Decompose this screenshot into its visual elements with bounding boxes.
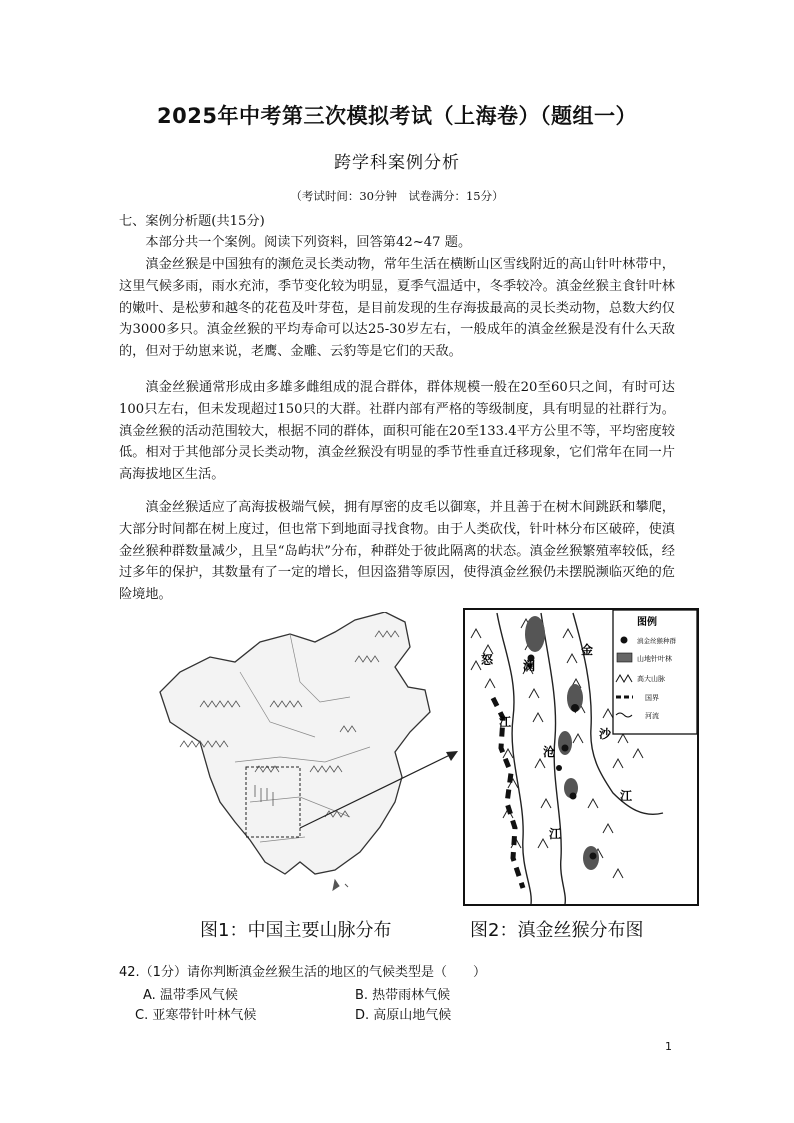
river-label-lancang-jiang: 江 <box>549 827 562 841</box>
river-label-nu: 怒 <box>481 653 494 667</box>
exam-info: （考试时间：30分钟 试卷满分：15分） <box>290 189 504 203</box>
case-paragraph-2: 滇金丝猴通常形成由多雄多雌组成的混合群体，群体规模一般在20至60只之间，有时可达100只左右，但未发现超过150只的大群。社群内部有严格的等级制度，具有明显的社群行为。滇金丝猴的活动范围较大，根据不同的群体，面积可能在20至133.4平方公里不等，平均密度较低。相对于其他部分灵长类动物，滇金丝猴没有明显的季节性垂直迁移现象，它们常年在同一片高海拔地区生活。 <box>119 380 675 483</box>
legend-item-border: 国界 <box>645 694 659 702</box>
legend-item-population: 滇金丝猴种群 <box>637 637 676 645</box>
river-label-jin: 金 <box>581 643 594 657</box>
option-b: B. 热带雨林气候 <box>355 988 451 1003</box>
legend-item-mountains: 高大山脉 <box>637 675 665 683</box>
map-legend <box>613 610 697 734</box>
distribution-map-image <box>463 608 699 906</box>
option-a: A. 温带季风气候 <box>143 988 238 1003</box>
case-paragraph-1: 滇金丝猴是中国独有的濒危灵长类动物，常年生活在横断山区雪线附近的高山针叶林带中，这里气候多雨，雨水充沛，季节变化较为明显，夏季气温适中，冬季较冷。滇金丝猴主食针叶林的嫩叶、是松萝和越冬的花苞及叶芽苞，是目前发现的生存海拔最高的灵长类动物，总数大约仅为3000多只。滇金丝猴的平均寿命可以达25-30岁左右，一般成年的滇金丝猴是没有什么天敌的，但对于幼崽来说，老鹰、金雕、云豹等是它们的天敌。 <box>119 257 675 360</box>
section-heading: 七、案例分析题(共15分) <box>119 214 265 229</box>
river-label-nu-jiang: 江 <box>499 715 512 729</box>
question-42-stem: 42.（1分）请你判断滇金丝猴生活的地区的气候类型是（ ） <box>119 965 486 980</box>
case-paragraph-3: 滇金丝猴适应了高海拔极端气候，拥有厚密的皮毛以御寒，并且善于在树木间跳跃和攀爬，大部分时间都在树上度过，但也常下到地面寻找食物。由于人类砍伐，针叶林分布区破碎，使滇金丝猴种群数量减少，且呈“岛屿状”分布，种群处于彼此隔离的状态。滇金丝猴繁殖率较低，经过多年的保护，其数量有了一定的增长，但因盗猎等原因，使得滇金丝猴仍未摆脱濒临灭绝的危险境地。 <box>119 500 675 603</box>
legend-item-conifer: 山地针叶林 <box>637 655 672 663</box>
page-number: 1 <box>665 1040 672 1053</box>
connector-arrow <box>296 740 466 840</box>
river-label-jinsha-jiang: 江 <box>620 789 633 803</box>
figure-snub-nosed-monkey-map <box>463 608 699 906</box>
option-c: C. 亚寒带针叶林气候 <box>135 1008 257 1023</box>
river-label-sha: 沙 <box>599 727 612 741</box>
river-label-lan: 澜 <box>523 659 536 673</box>
figure-2-caption: 图2：滇金丝猴分布图 <box>470 920 644 941</box>
legend-item-river: 河流 <box>645 712 659 720</box>
section-intro: 本部分共一个案例。阅读下列资料，回答第42~47 题。 <box>145 235 472 250</box>
page-title: 2025年中考第三次模拟考试（上海卷）（题组一） <box>157 104 637 128</box>
option-d: D. 高原山地气候 <box>355 1008 452 1023</box>
page-subtitle: 跨学科案例分析 <box>334 153 460 173</box>
legend-title: 图例 <box>637 617 657 628</box>
river-label-cang: 沧 <box>543 745 556 759</box>
figure-1-caption: 图1：中国主要山脉分布 <box>200 920 392 941</box>
